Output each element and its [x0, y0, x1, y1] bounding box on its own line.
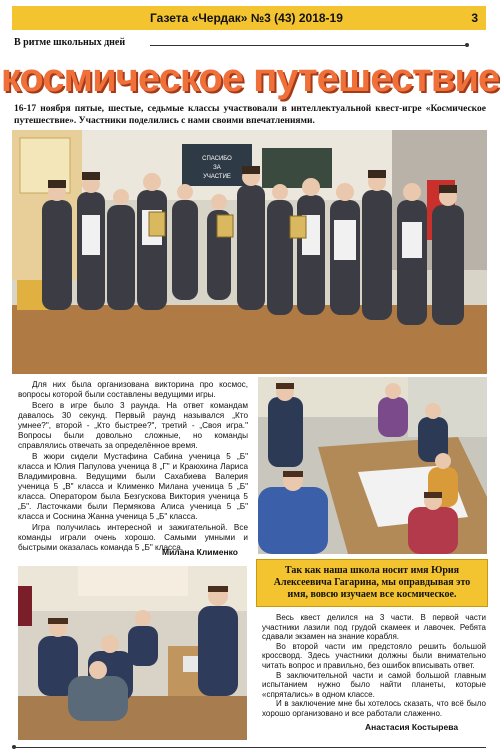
intro-text: 16-17 ноября пятые, шестые, седьмые классы участвовали в интеллектуальной квест-игре «Космическое путешествие». Участники поделились с нами своими впечатлениями.: [14, 104, 486, 126]
quest-photo: [18, 566, 247, 740]
screen-text-3: УЧАСТИЕ: [203, 174, 231, 180]
section-label: В ритме школьных дней: [14, 37, 126, 48]
newspaper-name: Газета «Чердак» №3 (43) 2018-19: [150, 11, 343, 25]
article-paragraph: В жюри сидели Мустафина Сабина ученица 5 „Б" класса и Юлия Папулова ученица 8 „Г" и Краюхина Лариса Владимировна. Ведущими были Сахабиева Валерия ученица 5 „В" класса и Клименко Милана ученица 5 „Б" класса. Оператором была Безгускова Виктория ученица 5 „Б". Ласточками были Пермякова Алиса ученица 5 „Б" класса и Соснина Жанна ученица 5 „Б" класса.: [18, 452, 248, 521]
page-title: космическое путешествие: [0, 55, 500, 100]
classroom-photo: [258, 377, 487, 554]
article-quest: [262, 613, 486, 719]
article-quiz: [18, 380, 248, 554]
article-paragraph: В заключительной части и самой большой главным испытанием нужно было найти планеты, которые «спрятались» в одном классе.: [262, 670, 486, 699]
callout-box: Так как наша школа носит имя Юрия Алексеевича Гагарина, мы оправдывая это имя, вовсю изучаем все космическое.: [256, 559, 488, 607]
screen-text-2: ЗА: [213, 165, 221, 171]
author-signature: Милана Клименко: [162, 547, 238, 557]
screen-text-1: СПАСИБО: [202, 156, 232, 162]
article-paragraph: Для них была организована викторина про космос, вопросы которой были составлены ведущими игры.: [18, 380, 248, 399]
section-rule: [150, 45, 465, 46]
rule-dot: [12, 745, 16, 749]
article-paragraph: Весь квест делился на 3 части. В первой части участники лазили под грудой скамеек и лавочек. Ребята сдавали экзамен на знание корабля.: [262, 613, 486, 642]
article-paragraph: И в заключение мне бы хотелось сказать, что всё было хорошо организовано и все работали слаженно.: [262, 699, 486, 718]
header-bar: [12, 6, 486, 30]
article-paragraph: Всего в игре было 3 раунда. На ответ командам давалось 30 секунд. Первый раунд назывался „Кто умнее?", второй - „Кто быстрее?", третий - „Своя игра." Вопросы были довольно сложные, но команды справлялись отвечать за определённое время.: [18, 401, 248, 450]
author-signature: Анастасия Костырева: [365, 722, 459, 732]
rule-dot: [465, 43, 469, 47]
group-photo: [12, 130, 487, 374]
page-number: 3: [471, 11, 478, 25]
article-paragraph: Игра получилась интересной и зажигательной. Все команды играли очень хорошо. Самыми умными и быстрыми оказалась команда 5 „Б" класса.: [18, 523, 248, 552]
article-paragraph: Во второй части им предстояло решить большой кроссворд. Здесь участники должны были внимательно читать вопрос и правильно, без ошибок вписывать ответ.: [262, 641, 486, 670]
bottom-rule: [14, 747, 486, 748]
